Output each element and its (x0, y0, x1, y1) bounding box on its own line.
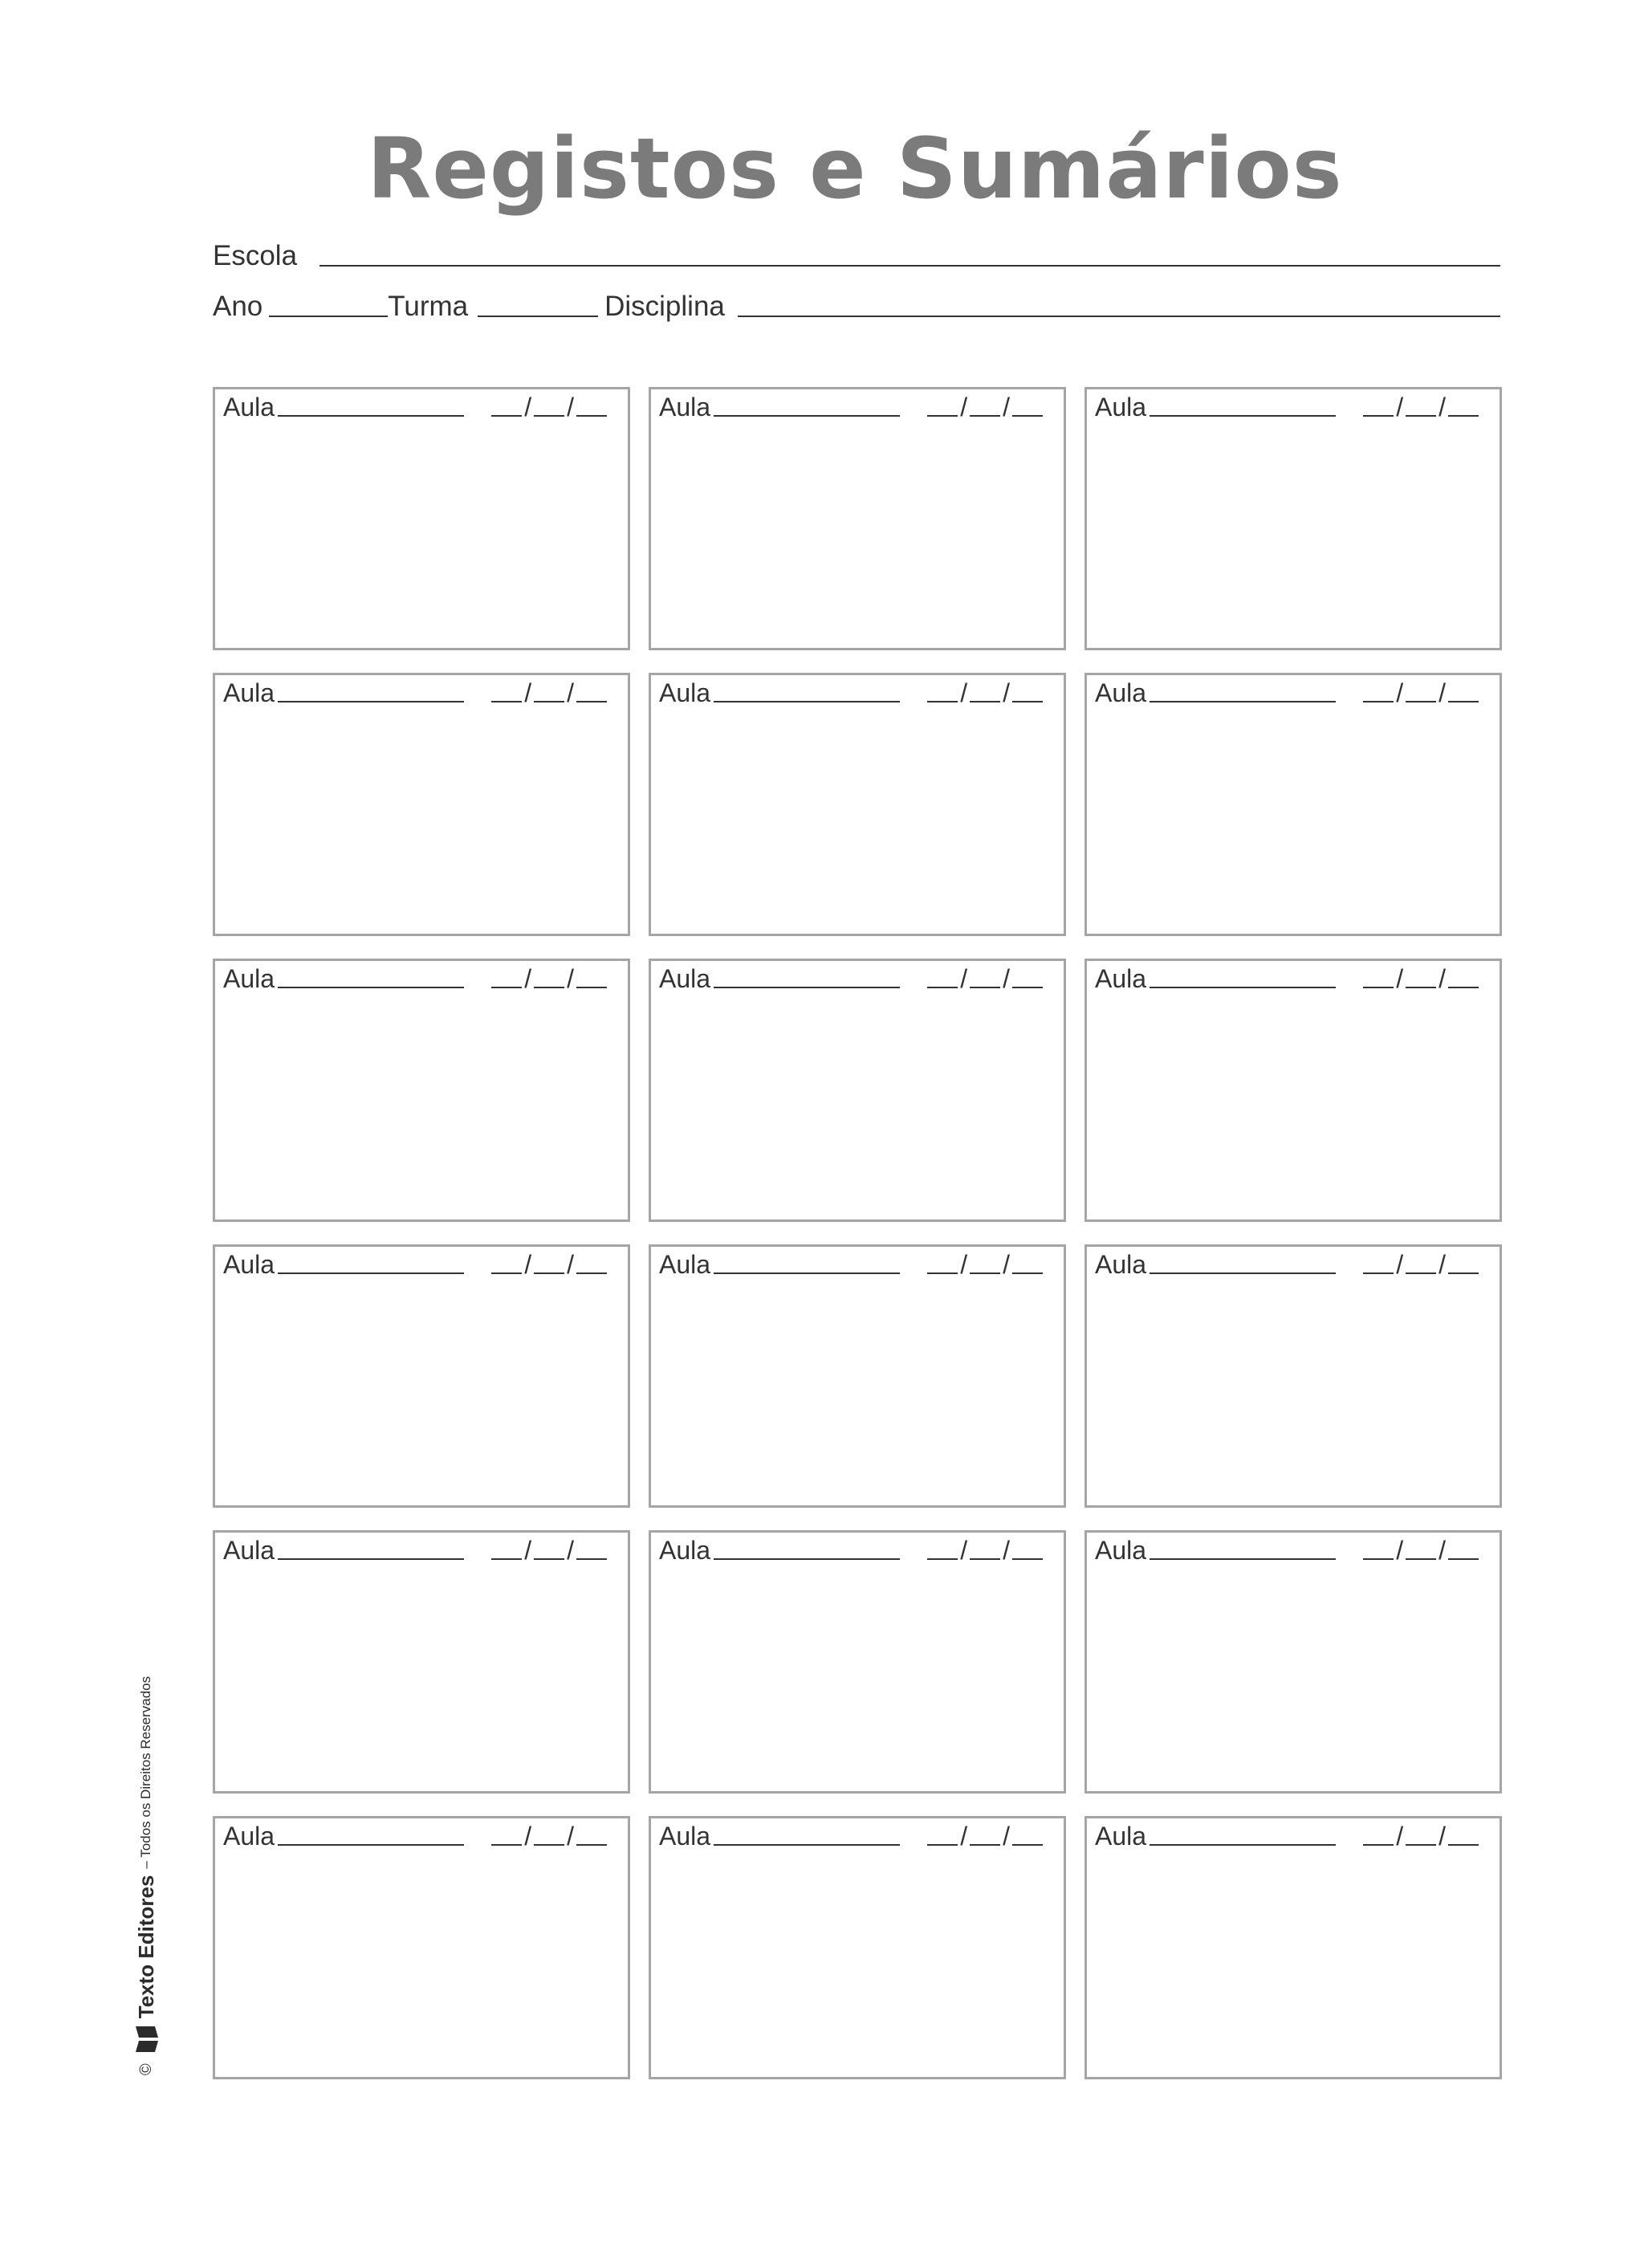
date-day-line[interactable] (927, 1558, 958, 1560)
date-year-line[interactable] (1448, 415, 1479, 417)
date-separator: / (960, 1536, 968, 1565)
aula-label: Aula (223, 1536, 275, 1565)
date-separator: / (960, 964, 968, 993)
date-year-line[interactable] (1012, 987, 1043, 988)
date-separator: / (1438, 1536, 1446, 1565)
date-month-line[interactable] (970, 701, 1000, 702)
date-separator: / (1438, 678, 1446, 707)
ano-turma-disciplina-row (213, 287, 1500, 324)
date-month-line[interactable] (1406, 1272, 1436, 1274)
date-day-line[interactable] (1363, 987, 1394, 988)
lesson-card[interactable] (213, 1816, 630, 2079)
date-year-line[interactable] (576, 415, 607, 417)
lesson-card[interactable] (649, 387, 1066, 650)
date-separator: / (567, 678, 574, 707)
date-field[interactable] (927, 680, 1043, 706)
date-separator: / (1396, 1250, 1404, 1279)
aula-label: Aula (223, 1250, 275, 1279)
aula-number-line[interactable] (714, 701, 900, 702)
texto-editores-logo-icon (132, 2025, 160, 2054)
date-year-line[interactable] (1012, 1272, 1043, 1274)
date-day-line[interactable] (1363, 415, 1394, 417)
date-field[interactable] (1363, 680, 1479, 706)
date-separator: / (524, 393, 532, 421)
date-separator: / (524, 1822, 532, 1851)
date-separator: / (960, 1250, 968, 1279)
lesson-card-header (223, 1823, 607, 1849)
aula-number-line[interactable] (714, 1272, 900, 1274)
aula-number-line[interactable] (278, 1272, 464, 1274)
date-day-line[interactable] (491, 1272, 522, 1274)
aula-number-line[interactable] (1150, 1844, 1336, 1846)
lesson-card[interactable] (213, 1244, 630, 1508)
footer-rights: – Todos os Direitos Reservados (138, 1676, 153, 1869)
date-day-line[interactable] (1363, 1844, 1394, 1846)
date-field[interactable] (491, 1537, 607, 1563)
date-separator: / (1003, 1250, 1010, 1279)
aula-number-line[interactable] (278, 701, 464, 702)
date-day-line[interactable] (1363, 701, 1394, 702)
date-separator: / (1438, 964, 1446, 993)
copyright-symbol: © (136, 2063, 155, 2075)
aula-label: Aula (223, 393, 275, 421)
lesson-card-header (1095, 966, 1479, 991)
footer-credit (132, 1676, 160, 2075)
date-field[interactable] (491, 680, 607, 706)
aula-number-line[interactable] (1150, 701, 1336, 702)
aula-number-line[interactable] (278, 987, 464, 988)
date-field[interactable] (491, 394, 607, 420)
aula-label: Aula (659, 393, 711, 421)
date-field[interactable] (927, 1823, 1043, 1849)
aula-label: Aula (659, 964, 711, 993)
date-separator: / (567, 393, 574, 421)
aula-number-line[interactable] (714, 1844, 900, 1846)
date-day-line[interactable] (927, 1844, 958, 1846)
date-year-line[interactable] (1448, 1272, 1479, 1274)
lesson-card-header (1095, 1252, 1479, 1277)
lesson-card[interactable] (213, 1530, 630, 1794)
lesson-card[interactable] (649, 959, 1066, 1222)
lesson-card[interactable] (213, 959, 630, 1222)
date-separator: / (960, 393, 968, 421)
date-month-line[interactable] (970, 415, 1000, 417)
turma-label: Turma (388, 291, 469, 322)
turma-input-line[interactable] (478, 316, 598, 317)
date-month-line[interactable] (970, 1844, 1000, 1846)
date-day-line[interactable] (927, 987, 958, 988)
aula-label: Aula (1095, 1250, 1147, 1279)
date-field[interactable] (927, 1537, 1043, 1563)
date-separator: / (1003, 1822, 1010, 1851)
lesson-card-header (1095, 1537, 1479, 1563)
date-month-line[interactable] (970, 1272, 1000, 1274)
lesson-card-header (659, 394, 1043, 420)
aula-number-line[interactable] (1150, 1272, 1336, 1274)
date-month-line[interactable] (534, 415, 564, 417)
date-month-line[interactable] (1406, 1558, 1436, 1560)
lesson-card[interactable] (649, 1530, 1066, 1794)
aula-number-line[interactable] (1150, 1558, 1336, 1560)
lesson-card-header (659, 680, 1043, 706)
lesson-card-header (223, 394, 607, 420)
date-year-line[interactable] (1448, 987, 1479, 988)
escola-label: Escola (213, 240, 298, 271)
date-separator: / (1003, 964, 1010, 993)
date-year-line[interactable] (1012, 1844, 1043, 1846)
lesson-card[interactable] (649, 673, 1066, 936)
ano-label: Ano (213, 291, 263, 322)
date-month-line[interactable] (1406, 701, 1436, 702)
aula-number-line[interactable] (714, 987, 900, 988)
aula-label: Aula (1095, 1822, 1147, 1851)
date-month-line[interactable] (970, 1558, 1000, 1560)
date-separator: / (1438, 393, 1446, 421)
aula-label: Aula (659, 1250, 711, 1279)
disciplina-input-line[interactable] (738, 316, 1500, 317)
date-month-line[interactable] (1406, 1844, 1436, 1846)
date-year-line[interactable] (1448, 701, 1479, 702)
date-month-line[interactable] (534, 1558, 564, 1560)
date-separator: / (1438, 1250, 1446, 1279)
date-separator: / (1003, 678, 1010, 707)
date-month-line[interactable] (534, 987, 564, 988)
date-year-line[interactable] (576, 987, 607, 988)
date-separator: / (1003, 393, 1010, 421)
date-separator: / (524, 1250, 532, 1279)
date-field[interactable] (491, 966, 607, 991)
aula-number-line[interactable] (1150, 415, 1336, 417)
date-field[interactable] (1363, 1537, 1479, 1563)
lesson-card-header (223, 1252, 607, 1277)
lesson-card[interactable] (1084, 1816, 1502, 2079)
date-day-line[interactable] (1363, 1272, 1394, 1274)
date-field[interactable] (1363, 1823, 1479, 1849)
lesson-card-header (659, 1252, 1043, 1277)
date-separator: / (524, 1536, 532, 1565)
date-year-line[interactable] (576, 1558, 607, 1560)
escola-field-row (213, 236, 1500, 273)
date-separator: / (960, 678, 968, 707)
date-year-line[interactable] (1012, 701, 1043, 702)
aula-label: Aula (1095, 393, 1147, 421)
date-month-line[interactable] (534, 701, 564, 702)
aula-number-line[interactable] (714, 1558, 900, 1560)
disciplina-label: Disciplina (604, 291, 725, 322)
aula-label: Aula (659, 678, 711, 707)
lesson-card-header (1095, 1823, 1479, 1849)
lesson-card-header (659, 1823, 1043, 1849)
date-separator: / (1396, 393, 1404, 421)
lesson-card-header (223, 966, 607, 991)
date-separator: / (567, 1250, 574, 1279)
date-separator: / (1396, 1822, 1404, 1851)
date-day-line[interactable] (927, 701, 958, 702)
date-day-line[interactable] (491, 1844, 522, 1846)
date-year-line[interactable] (1448, 1558, 1479, 1560)
lesson-card[interactable] (213, 673, 630, 936)
date-day-line[interactable] (927, 1272, 958, 1274)
date-field[interactable] (491, 1823, 607, 1849)
date-separator: / (1438, 1822, 1446, 1851)
date-separator: / (567, 1822, 574, 1851)
date-month-line[interactable] (1406, 415, 1436, 417)
date-year-line[interactable] (576, 701, 607, 702)
lesson-card[interactable] (1084, 387, 1502, 650)
lesson-card[interactable] (1084, 959, 1502, 1222)
aula-number-line[interactable] (278, 415, 464, 417)
lesson-card-header (223, 680, 607, 706)
date-year-line[interactable] (1448, 1844, 1479, 1846)
date-separator: / (567, 1536, 574, 1565)
lesson-card-header (659, 1537, 1043, 1563)
lesson-card-header (223, 1537, 607, 1563)
date-field[interactable] (927, 1252, 1043, 1277)
aula-label: Aula (223, 1822, 275, 1851)
lesson-card-header (659, 966, 1043, 991)
date-field[interactable] (1363, 394, 1479, 420)
date-separator: / (1003, 1536, 1010, 1565)
date-field[interactable] (927, 966, 1043, 991)
aula-label: Aula (1095, 678, 1147, 707)
lesson-card[interactable] (649, 1816, 1066, 2079)
date-month-line[interactable] (534, 1272, 564, 1274)
lesson-card[interactable] (649, 1244, 1066, 1508)
date-separator: / (1396, 1536, 1404, 1565)
aula-label: Aula (659, 1822, 711, 1851)
escola-input-line[interactable] (319, 265, 1500, 267)
date-day-line[interactable] (491, 415, 522, 417)
date-separator: / (524, 678, 532, 707)
lesson-card-header (1095, 680, 1479, 706)
lesson-card[interactable] (1084, 673, 1502, 936)
aula-number-line[interactable] (1150, 987, 1336, 988)
date-month-line[interactable] (534, 1844, 564, 1846)
aula-number-line[interactable] (278, 1844, 464, 1846)
lesson-card-header (1095, 394, 1479, 420)
date-field[interactable] (491, 1252, 607, 1277)
footer-brand: Texto Editores (133, 1875, 158, 2019)
date-separator: / (567, 964, 574, 993)
date-month-line[interactable] (1406, 987, 1436, 988)
ano-input-line[interactable] (269, 316, 388, 317)
aula-label: Aula (223, 678, 275, 707)
date-year-line[interactable] (576, 1844, 607, 1846)
lesson-card[interactable] (213, 387, 630, 650)
date-field[interactable] (927, 394, 1043, 420)
date-separator: / (1396, 964, 1404, 993)
date-field[interactable] (1363, 966, 1479, 991)
lesson-cards-grid (213, 387, 1502, 2079)
date-year-line[interactable] (1012, 415, 1043, 417)
aula-number-line[interactable] (278, 1558, 464, 1560)
date-day-line[interactable] (491, 987, 522, 988)
date-month-line[interactable] (970, 987, 1000, 988)
aula-label: Aula (659, 1536, 711, 1565)
date-separator: / (524, 964, 532, 993)
date-year-line[interactable] (1012, 1558, 1043, 1560)
page-title: Registos e Sumários (367, 120, 1343, 218)
lesson-card[interactable] (1084, 1244, 1502, 1508)
date-separator: / (960, 1822, 968, 1851)
date-field[interactable] (1363, 1252, 1479, 1277)
aula-label: Aula (1095, 1536, 1147, 1565)
date-separator: / (1396, 678, 1404, 707)
lesson-card[interactable] (1084, 1530, 1502, 1794)
aula-number-line[interactable] (714, 415, 900, 417)
date-day-line[interactable] (491, 1558, 522, 1560)
aula-label: Aula (223, 964, 275, 993)
date-day-line[interactable] (491, 701, 522, 702)
date-year-line[interactable] (576, 1272, 607, 1274)
date-day-line[interactable] (1363, 1558, 1394, 1560)
date-day-line[interactable] (927, 415, 958, 417)
aula-label: Aula (1095, 964, 1147, 993)
